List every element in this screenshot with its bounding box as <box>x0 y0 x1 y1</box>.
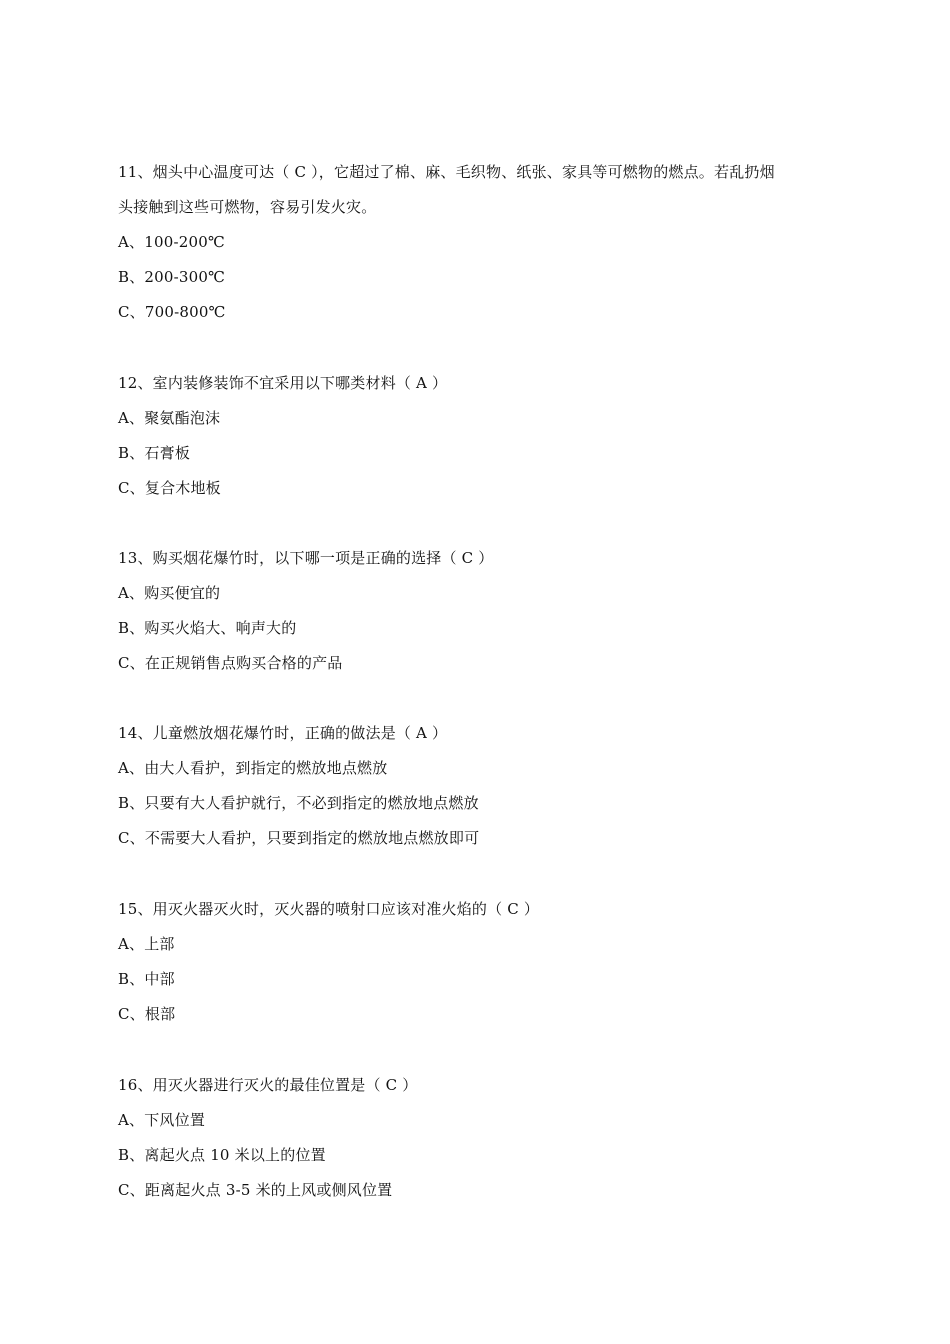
option-a: A、下风位置 <box>118 1111 206 1129</box>
question-15 <box>118 892 838 1032</box>
option-b: B、中部 <box>118 970 175 988</box>
question-text-line: 11、烟头中心温度可达（ C ），它超过了棉、麻、毛织物、纸张、家具等可燃物的燃点。若乱扔烟 <box>118 163 775 181</box>
question-12 <box>118 366 838 506</box>
option-c: C、700-800℃ <box>118 303 226 321</box>
question-text: 12、室内装修装饰不宜采用以下哪类材料（ A ） <box>118 374 448 392</box>
option-c: C、距离起火点 3-5 米的上风或侧风位置 <box>118 1181 393 1199</box>
question-text: 13、购买烟花爆竹时，以下哪一项是正确的选择（ C ） <box>118 549 494 567</box>
question-text-line: 头接触到这些可燃物，容易引发火灾。 <box>118 198 377 216</box>
question-11 <box>118 155 838 330</box>
option-a: A、聚氨酯泡沫 <box>118 409 221 427</box>
option-c: C、在正规销售点购买合格的产品 <box>118 654 343 672</box>
option-c: C、根部 <box>118 1005 176 1023</box>
question-14 <box>118 716 838 856</box>
option-c: C、复合木地板 <box>118 479 221 497</box>
question-16 <box>118 1068 838 1208</box>
option-a: A、上部 <box>118 935 175 953</box>
option-a: A、由大人看护，到指定的燃放地点燃放 <box>118 759 388 777</box>
option-b: B、石膏板 <box>118 444 191 462</box>
question-text: 15、用灭火器灭火时，灭火器的喷射口应该对准火焰的（ C ） <box>118 900 540 918</box>
option-b: B、200-300℃ <box>118 268 226 286</box>
option-b: B、购买火焰大、响声大的 <box>118 619 297 637</box>
option-a: A、购买便宜的 <box>118 584 221 602</box>
option-a: A、100-200℃ <box>118 233 225 251</box>
question-text: 14、儿童燃放烟花爆竹时，正确的做法是（ A ） <box>118 724 448 742</box>
question-13 <box>118 541 838 681</box>
option-b: B、只要有大人看护就行，不必到指定的燃放地点燃放 <box>118 794 479 812</box>
option-c: C、不需要大人看护，只要到指定的燃放地点燃放即可 <box>118 829 480 847</box>
option-b: B、离起火点 10 米以上的位置 <box>118 1146 326 1164</box>
question-text: 16、用灭火器进行灭火的最佳位置是（ C ） <box>118 1076 418 1094</box>
